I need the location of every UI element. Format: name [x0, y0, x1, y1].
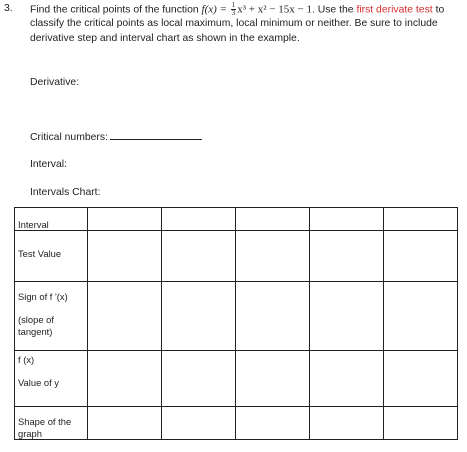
question-rest: to classify the critical points as local maximum, local minimum or neither. Be sure to include derivative step and interval chart as shown in the example.: [30, 4, 445, 44]
critical-numbers-row: [30, 132, 202, 143]
interval-label: Interval:: [30, 159, 67, 170]
critical-numbers-label: Critical numbers:: [30, 132, 108, 143]
row-divider: [14, 406, 458, 407]
row-label-fx: f (x): [18, 354, 35, 365]
critical-numbers-blank[interactable]: [110, 138, 202, 140]
row-label-interval: Interval: [18, 219, 49, 230]
first-derivative-test-link[interactable]: first derivate test: [356, 4, 433, 16]
row-label-value-y: Value of y: [18, 377, 59, 388]
function-lhs: f(x) =: [201, 3, 230, 16]
derivative-label: Derivative:: [30, 77, 80, 88]
question-after-fn: . Use the: [311, 4, 354, 16]
row-label-slope: (slope of tangent): [18, 314, 54, 337]
row-divider: [14, 350, 458, 351]
row-label-shape: Shape of the graph: [18, 416, 72, 439]
intervals-chart-label: Intervals Chart:: [30, 187, 101, 198]
row-divider: [14, 281, 458, 282]
row-label-sign: Sign of f '(x): [18, 291, 68, 302]
question-number: 3.: [4, 3, 13, 14]
intervals-table: [14, 207, 458, 440]
row-label-test-value: Test Value: [18, 248, 62, 259]
function-fraction: $\frac{1}{3}$: [231, 1, 236, 17]
question-text: [30, 2, 456, 46]
function-rest: x³ + x² − 15x − 1: [237, 3, 312, 16]
question-intro: Find the critical points of the function: [30, 4, 199, 16]
